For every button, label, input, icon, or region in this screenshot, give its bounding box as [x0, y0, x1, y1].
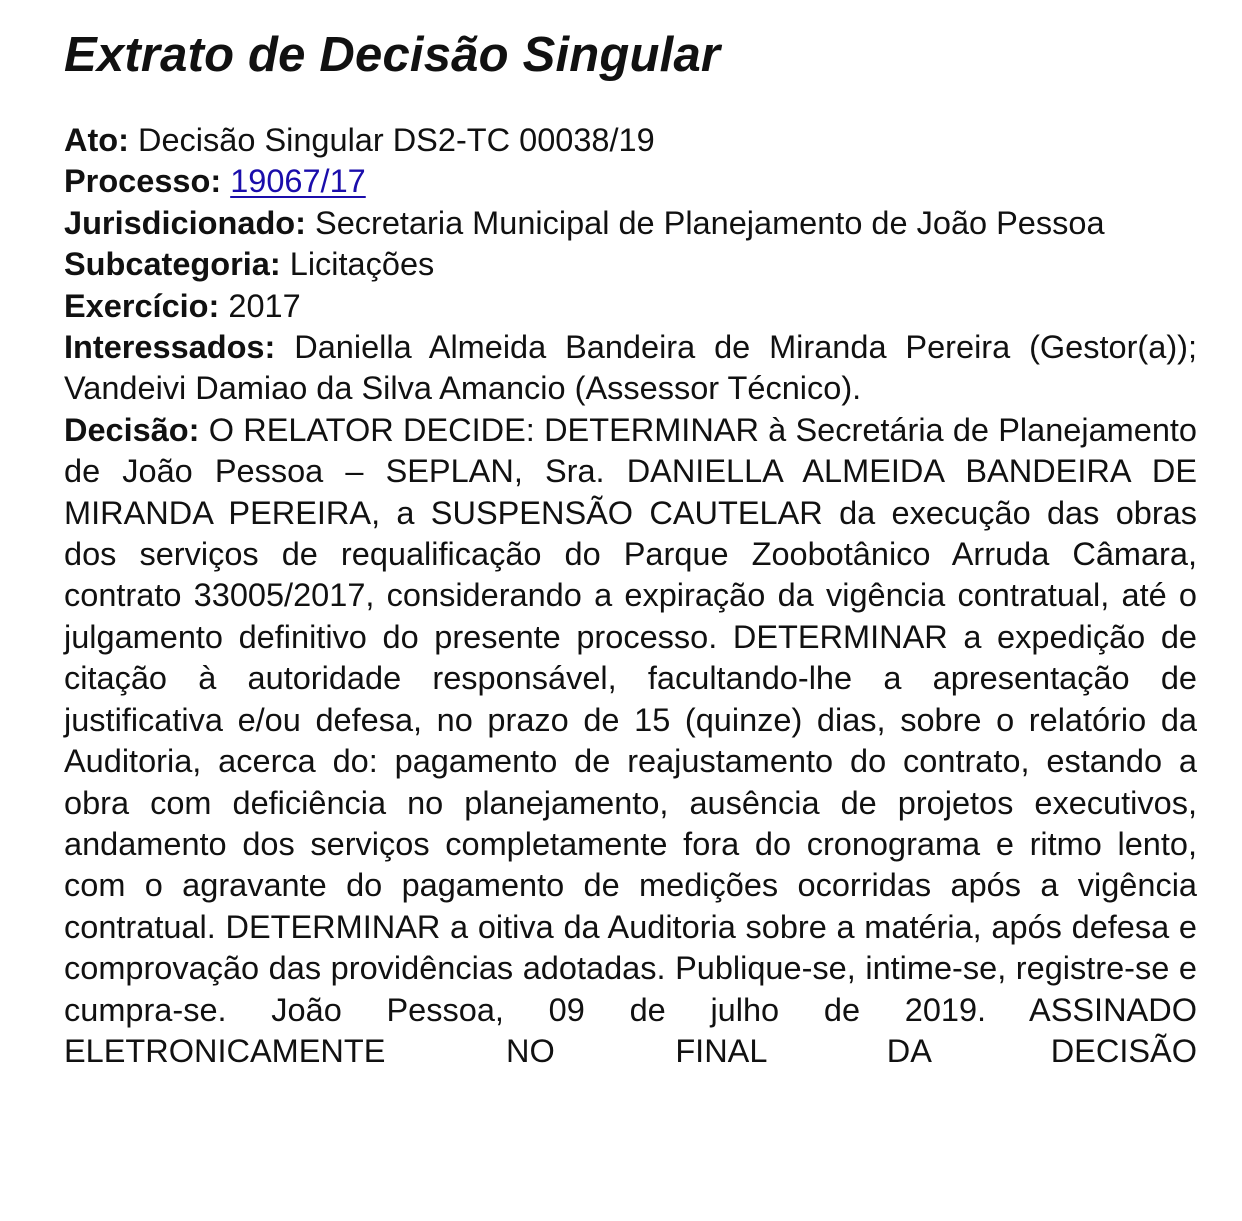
field-processo-label: Processo:	[64, 163, 222, 200]
field-decisao-label: Decisão:	[64, 411, 200, 448]
field-ato-value: Decisão Singular DS2-TC 00038/19	[138, 122, 655, 158]
field-decisao	[64, 410, 1197, 1073]
field-jurisdicionado-label: Jurisdicionado:	[64, 204, 306, 241]
field-interessados-label: Interessados:	[64, 329, 276, 366]
field-ato-label: Ato:	[64, 122, 129, 158]
document	[64, 24, 1197, 1072]
field-interessados-value: Daniella Almeida Bandeira de Miranda Pereira (Gestor(a)); Vandeivi Damiao da Silva Amancio (Assessor Técnico).	[64, 329, 1198, 407]
document-fields	[64, 120, 1197, 1072]
field-exercicio-value: 2017	[228, 287, 301, 324]
field-exercicio-label: Exercício:	[64, 287, 220, 324]
field-jurisdicionado-value: Secretaria Municipal de Planejamento de João Pessoa	[315, 204, 1105, 241]
field-subcategoria	[64, 244, 1197, 285]
field-decisao-value: O RELATOR DECIDE: DETERMINAR à Secretária de Planejamento de João Pessoa – SEPLAN, Sra. DANIELLA ALMEIDA BANDEIRA DE MIRANDA PEREIRA, a SUSPENSÃO CAUTELAR da execução das obras dos serviços de requalificação do Parque Zoobotânico Arruda Câmara, contrato 33005/2017, considerando a expiração da vigência contratual, até o julgamento definitivo do presente processo. DETERMINAR a expedição de citação à autoridade responsável, facultando-lhe a apresentação de justificativa e/ou defesa, no prazo de 15 (quinze) dias, sobre o relatório da Auditoria, acerca do: pagamento de reajustamento do contrato, estando a obra com deficiência no planejamento, ausência de projetos executivos, andamento dos serviços completamente fora do cronograma e ritmo lento, com o agravante do pagamento de medições ocorridas após a vigência contratual. DETERMINAR a oitiva da Auditoria sobre a matéria, após defesa e comprovação das providências adotadas. Publique-se, intime-se, registre-se e cumpra-se. João Pessoa, 09 de julho de 2019. ASSINADO ELETRONICAMENTE NO FINAL DA DECISÃO	[64, 411, 1197, 1069]
field-processo	[64, 161, 1197, 202]
processo-link[interactable]: 19067/17	[230, 163, 366, 200]
field-ato	[64, 120, 1197, 161]
field-subcategoria-value: Licitações	[289, 246, 435, 283]
field-interessados	[64, 327, 1197, 410]
document-title: Extrato de Decisão Singular	[64, 28, 721, 82]
field-jurisdicionado	[64, 203, 1197, 244]
field-subcategoria-label: Subcategoria:	[64, 246, 281, 283]
field-exercicio	[64, 286, 1197, 327]
